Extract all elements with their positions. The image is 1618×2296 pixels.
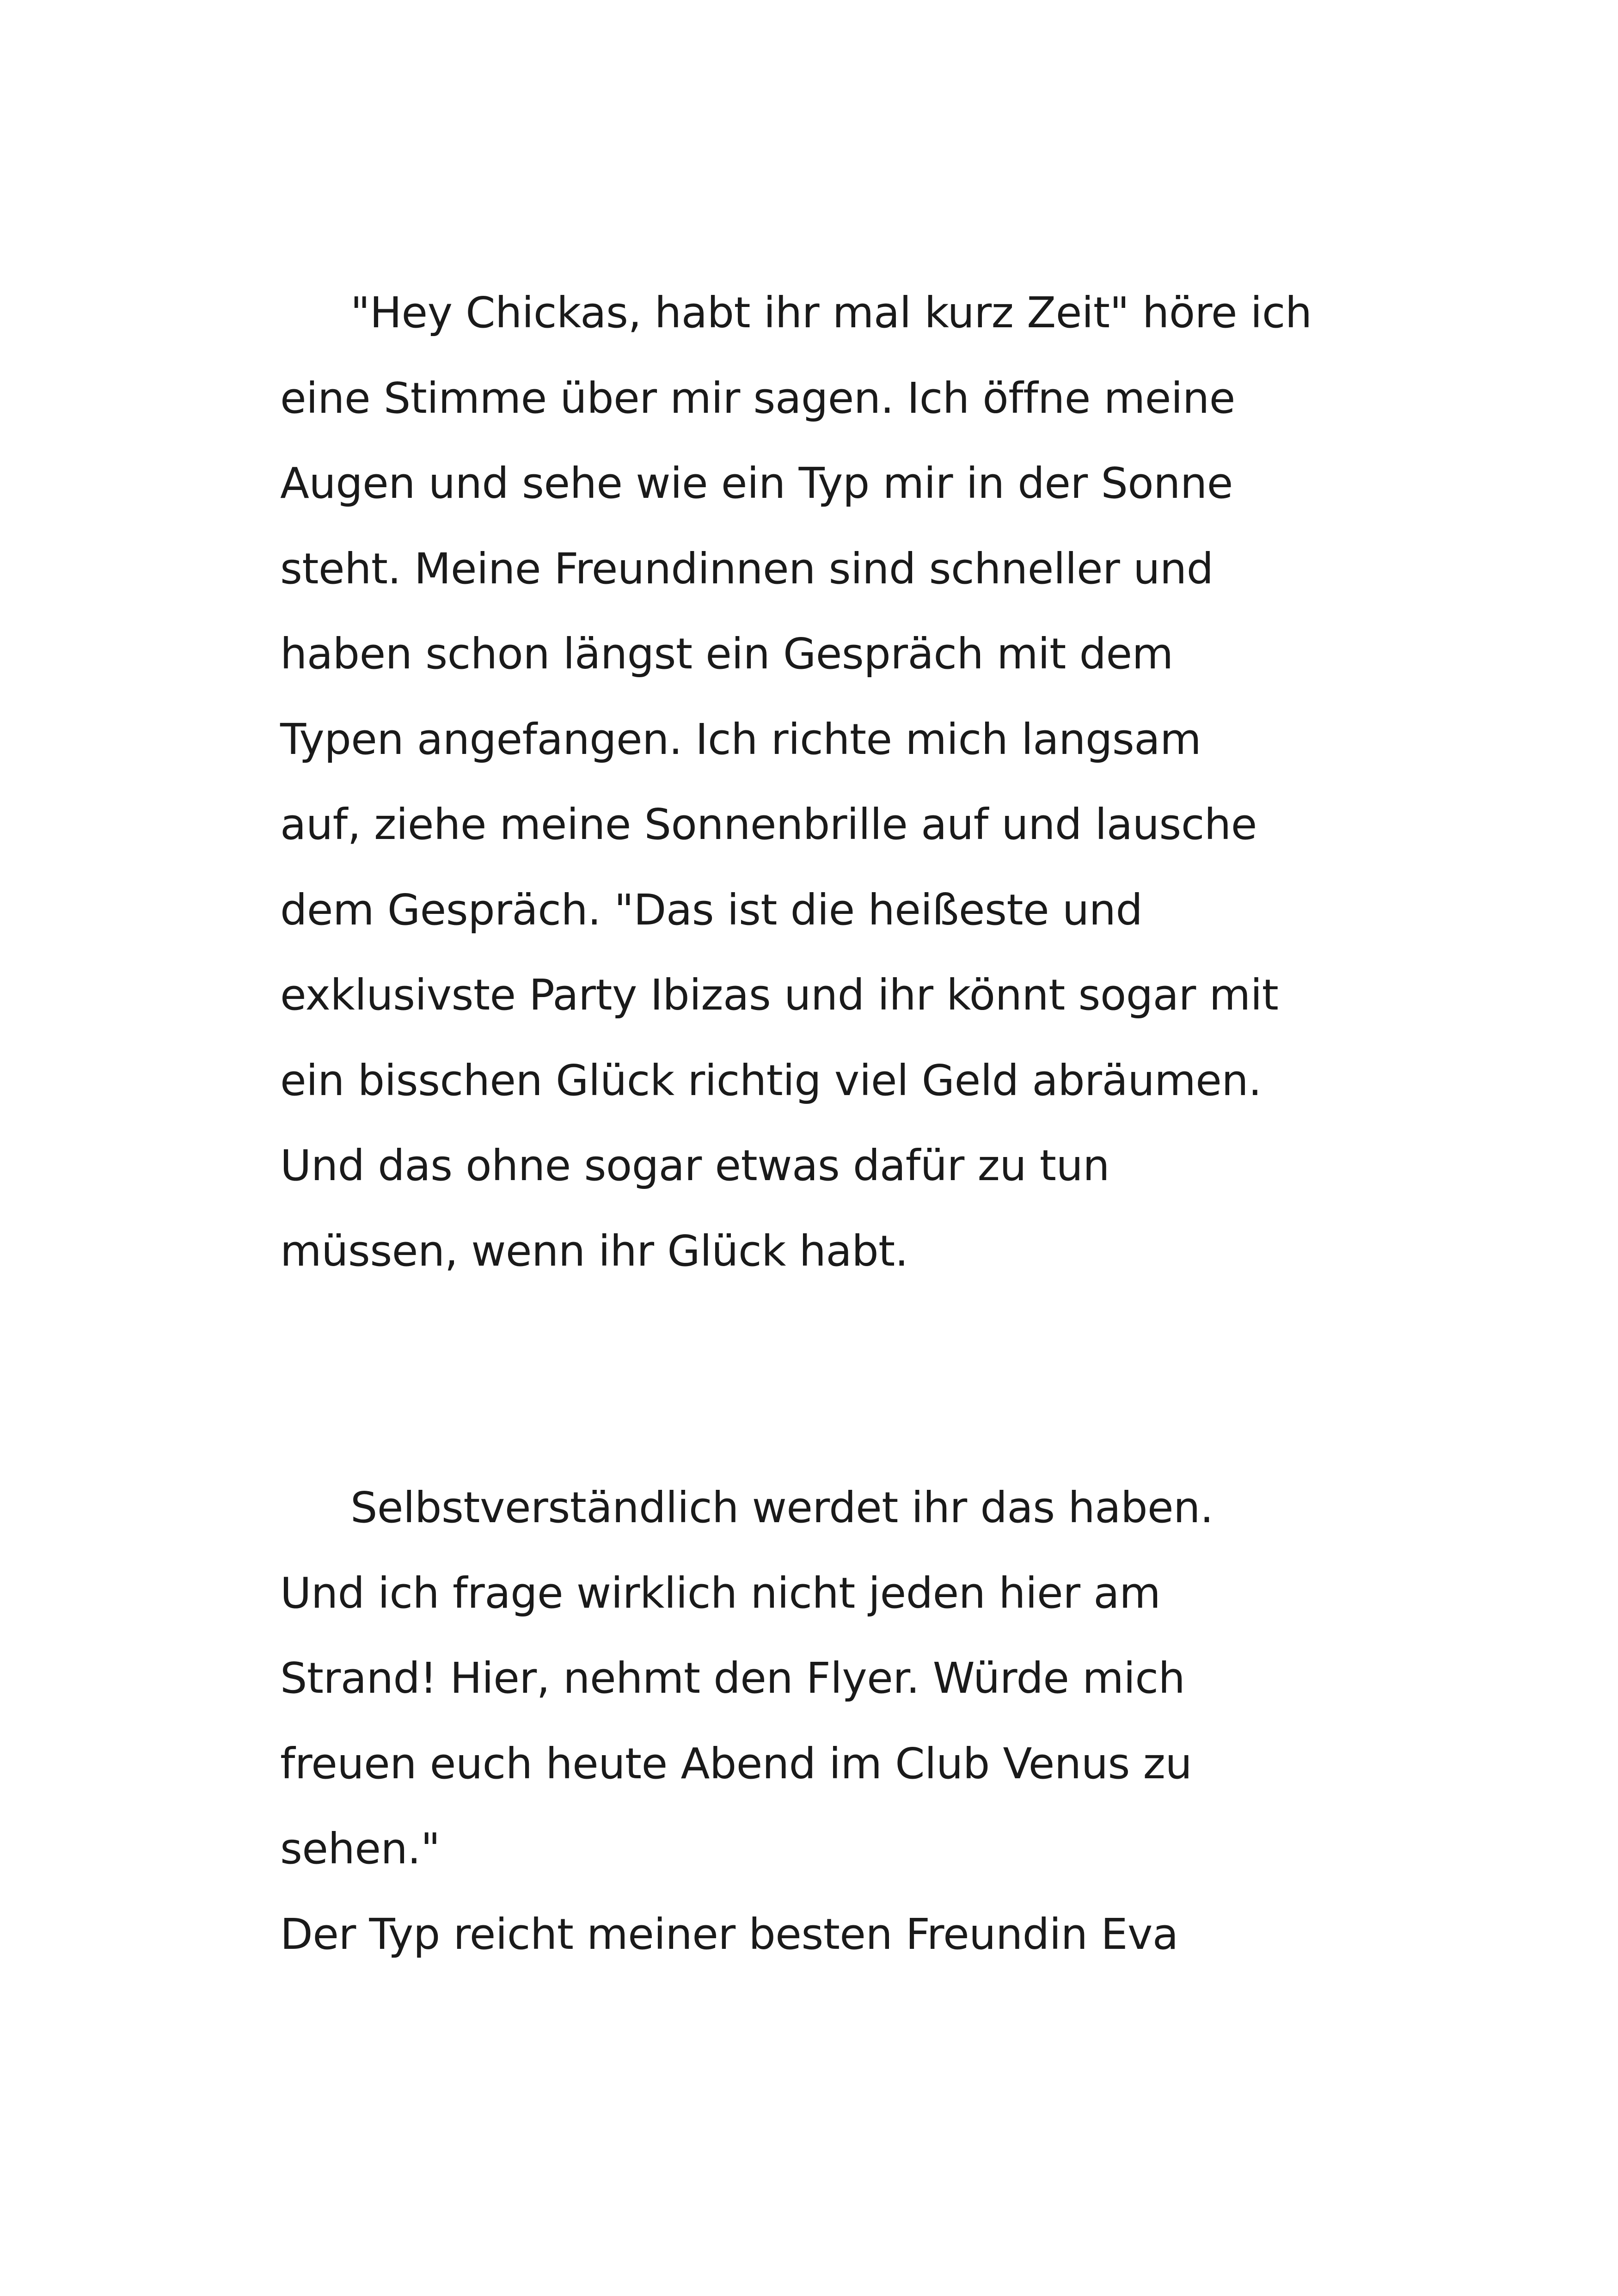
- text-line: exklusivste Party Ibizas und ihr könnt sogar mit: [280, 970, 1279, 1020]
- text-line: ein bisschen Glück richtig viel Geld abräumen.: [280, 1055, 1262, 1105]
- text-line: Selbstverständlich werdet ihr das haben.: [350, 1483, 1214, 1532]
- paragraph-1: [280, 270, 1390, 1294]
- text-line: freuen euch heute Abend im Club Venus zu: [280, 1739, 1192, 1788]
- text-line: müssen, wenn ihr Glück habt.: [280, 1226, 908, 1276]
- text-line: sehen.": [280, 1824, 440, 1874]
- text-line: Augen und sehe wie ein Typ mir in der Sonne: [280, 459, 1233, 508]
- text-line: steht. Meine Freundinnen sind schneller und: [280, 544, 1214, 594]
- text-line: "Hey Chickas, habt ihr mal kurz Zeit" höre ich: [350, 288, 1312, 337]
- text-line: Und ich frage wirklich nicht jeden hier am: [280, 1568, 1161, 1618]
- text-line: dem Gespräch. "Das ist die heißeste und: [280, 885, 1143, 935]
- text-line: Und das ohne sogar etwas dafür zu tun: [280, 1141, 1110, 1190]
- text-line: Strand! Hier, nehmt den Flyer. Würde mich: [280, 1653, 1185, 1703]
- text-line: eine Stimme über mir sagen. Ich öffne meine: [280, 373, 1235, 423]
- text-line: auf, ziehe meine Sonnenbrille auf und lausche: [280, 800, 1257, 849]
- text-line: haben schon längst ein Gespräch mit dem: [280, 629, 1173, 679]
- text-line: Typen angefangen. Ich richte mich langsam: [280, 714, 1201, 764]
- paragraph-2: [280, 1465, 1390, 1977]
- text-line: Der Typ reicht meiner besten Freundin Eva: [280, 1909, 1178, 1959]
